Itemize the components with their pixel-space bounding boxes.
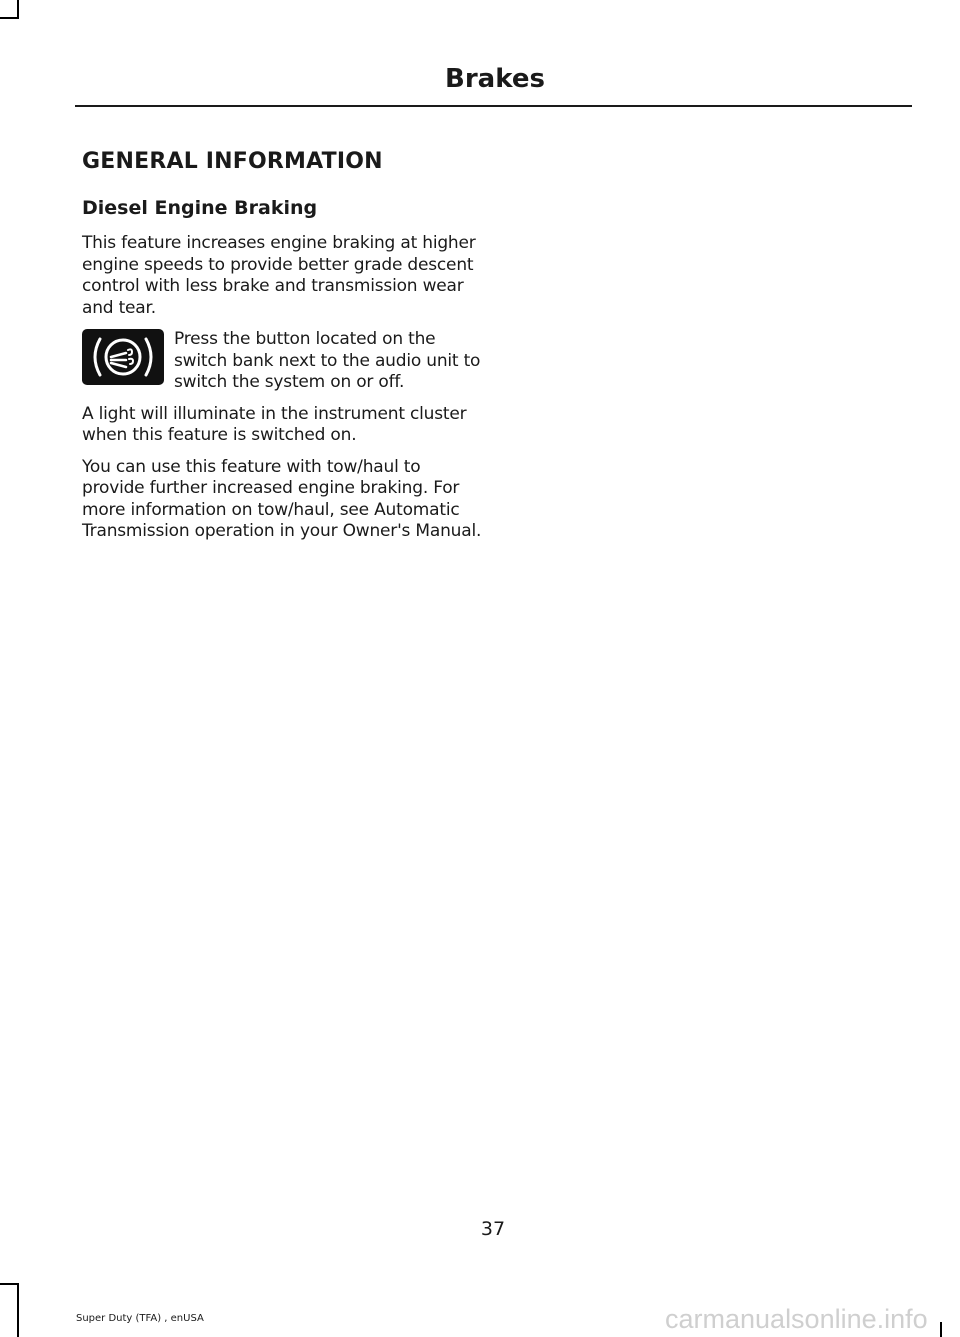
subsection-heading: Diesel Engine Braking — [82, 197, 318, 219]
icon-paragraph — [82, 329, 482, 404]
main-content — [82, 145, 482, 553]
crop-mark — [17, 1283, 19, 1337]
document-identifier: Super Duty (TFA) , enUSA — [76, 1313, 204, 1324]
crop-mark — [0, 17, 19, 19]
watermark: carmanualsonline.info — [665, 1304, 928, 1334]
page-title: Brakes — [445, 64, 545, 94]
tow-haul-description: You can use this feature with tow/haul to provide further increased engine braking. For more information on tow/haul, see Automatic Transmission operation in your Owner's Manual. — [82, 456, 482, 541]
button-instruction: Press the button located on the switch bank next to the audio unit to switch the system on or off. — [174, 329, 481, 392]
engine-brake-icon — [82, 329, 164, 385]
crop-mark — [940, 1322, 942, 1337]
page-number: 37 — [480, 1218, 506, 1240]
section-heading: GENERAL INFORMATION — [82, 149, 383, 174]
header-divider — [75, 105, 912, 107]
indicator-description: A light will illuminate in the instrument cluster when this feature is switched on. — [82, 403, 467, 445]
feature-description: This feature increases engine braking at higher engine speeds to provide better grade descent control with less brake and transmission wear and tear. — [82, 233, 476, 318]
